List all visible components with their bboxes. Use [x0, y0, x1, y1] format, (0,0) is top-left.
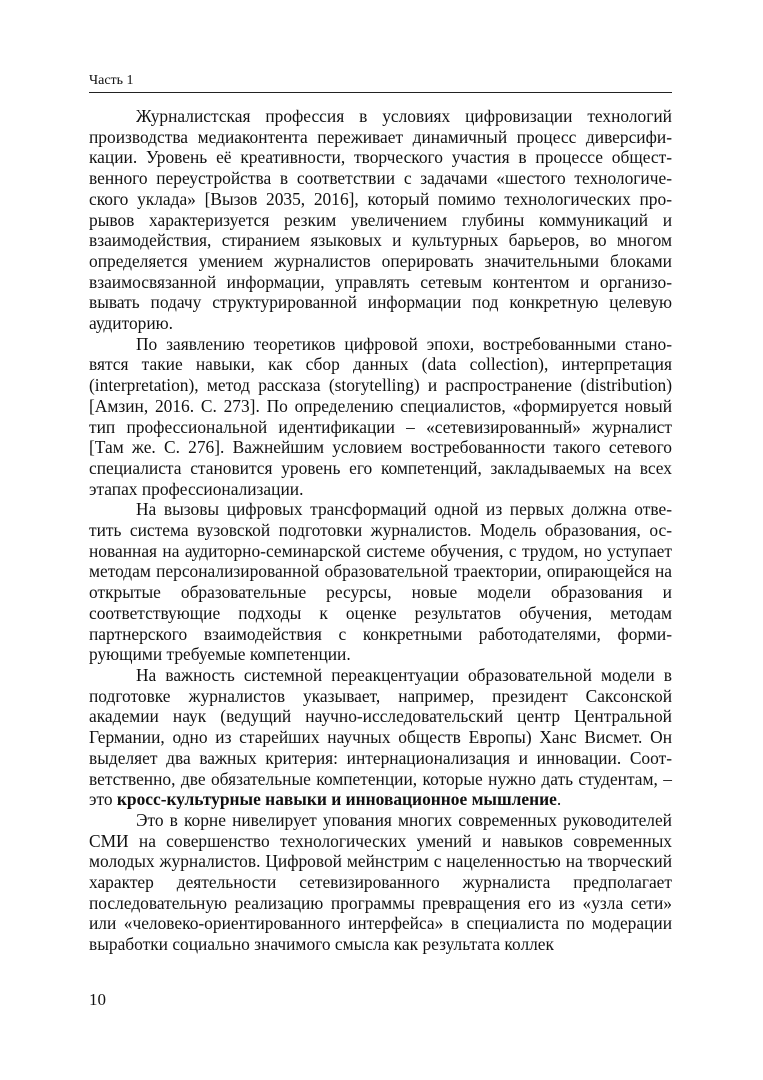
header-rule — [89, 92, 672, 93]
paragraph-5: Это в корне нивелирует упования многих современных руководителей СМИ на совершенство технологических умений и навыков современных молодых журналистов. Цифровой мейнстрим с нацеленностью на творческий характер деятельности сетевизированного журналиста предполагает последовательную реализацию программы превращения его из «узла сети» или «человеко-ориентированного интерфейса» в специалиста по модерации выработки социально значимого смысла как результата коллек — [89, 809, 672, 955]
paragraph-4 — [89, 665, 672, 810]
body-text — [89, 106, 672, 955]
running-title: Часть 1 — [89, 73, 134, 88]
paragraph-4-bold-phrase: кросс-культурные навыки и инновационное мышление — [116, 789, 557, 810]
paragraph-4-end: . — [556, 789, 562, 810]
page-number: 10 — [89, 990, 106, 1009]
paragraph-4-text: На важность системной переакцентуации образовательной модели в подготовке журналистов указывает, например, президент Саксонской академии наук (ведущий научно-исследовательский центр Центральной Германии, одно из старейших научных обществ Европы) Ханс Висмет. Он выделяет два важных критерия: интернационализация и инновации. Соответственно, две обязательные компетенции, которые нужно дать студентам, – это — [89, 664, 672, 810]
paragraph-3: На вызовы цифровых трансформаций одной из первых должна ответить система вузовской подготовки журналистов. Модель образования, основанная на аудиторно-семинарской системе обучения, с трудом, но уступает методам персонализированной образовательной траектории, опирающейся на открытые образовательные ресурсы, новые модели образования и соответствующие подходы к оценке результатов обучения, методам партнерского взаимодействия с конкретными работодателями, формирующими требуемые компетенции. — [89, 499, 672, 665]
paragraph-1: Журналистская профессия в условиях цифровизации технологий производства медиаконтента переживает динамичный процесс диверсификации. Уровень её креативности, творческого участия в процессе общественного переустройства в соответствии с задачами «шестого технологического уклада» [Вызов 2035, 2016], который помимо технологических прорывов характеризуется резким увеличением глубины коммуникаций и взаимодействия, стиранием языковых и культурных барьеров, во многом определяется умением журналистов оперировать значительными блоками взаимосвязанной информации, управлять сетевым контентом и организовывать подачу структурированной информации под конкретную целевую аудиторию. — [89, 106, 672, 334]
paragraph-2: По заявлению теоретиков цифровой эпохи, востребованными становятся такие навыки, как сбор данных (data collection), интерпретация (interpretation), метод рассказа (storytelling) и распространение (distribution) [Амзин, 2016. С. 273]. По определению специалистов, «формируется новый тип профессиональной идентификации – «сетевизированный» журналист [Там же. С. 276]. Важнейшим условием востребованности такого сетевого специалиста становится уровень его компетенций, закладываемых на всех этапах профессионализации. — [89, 333, 672, 499]
